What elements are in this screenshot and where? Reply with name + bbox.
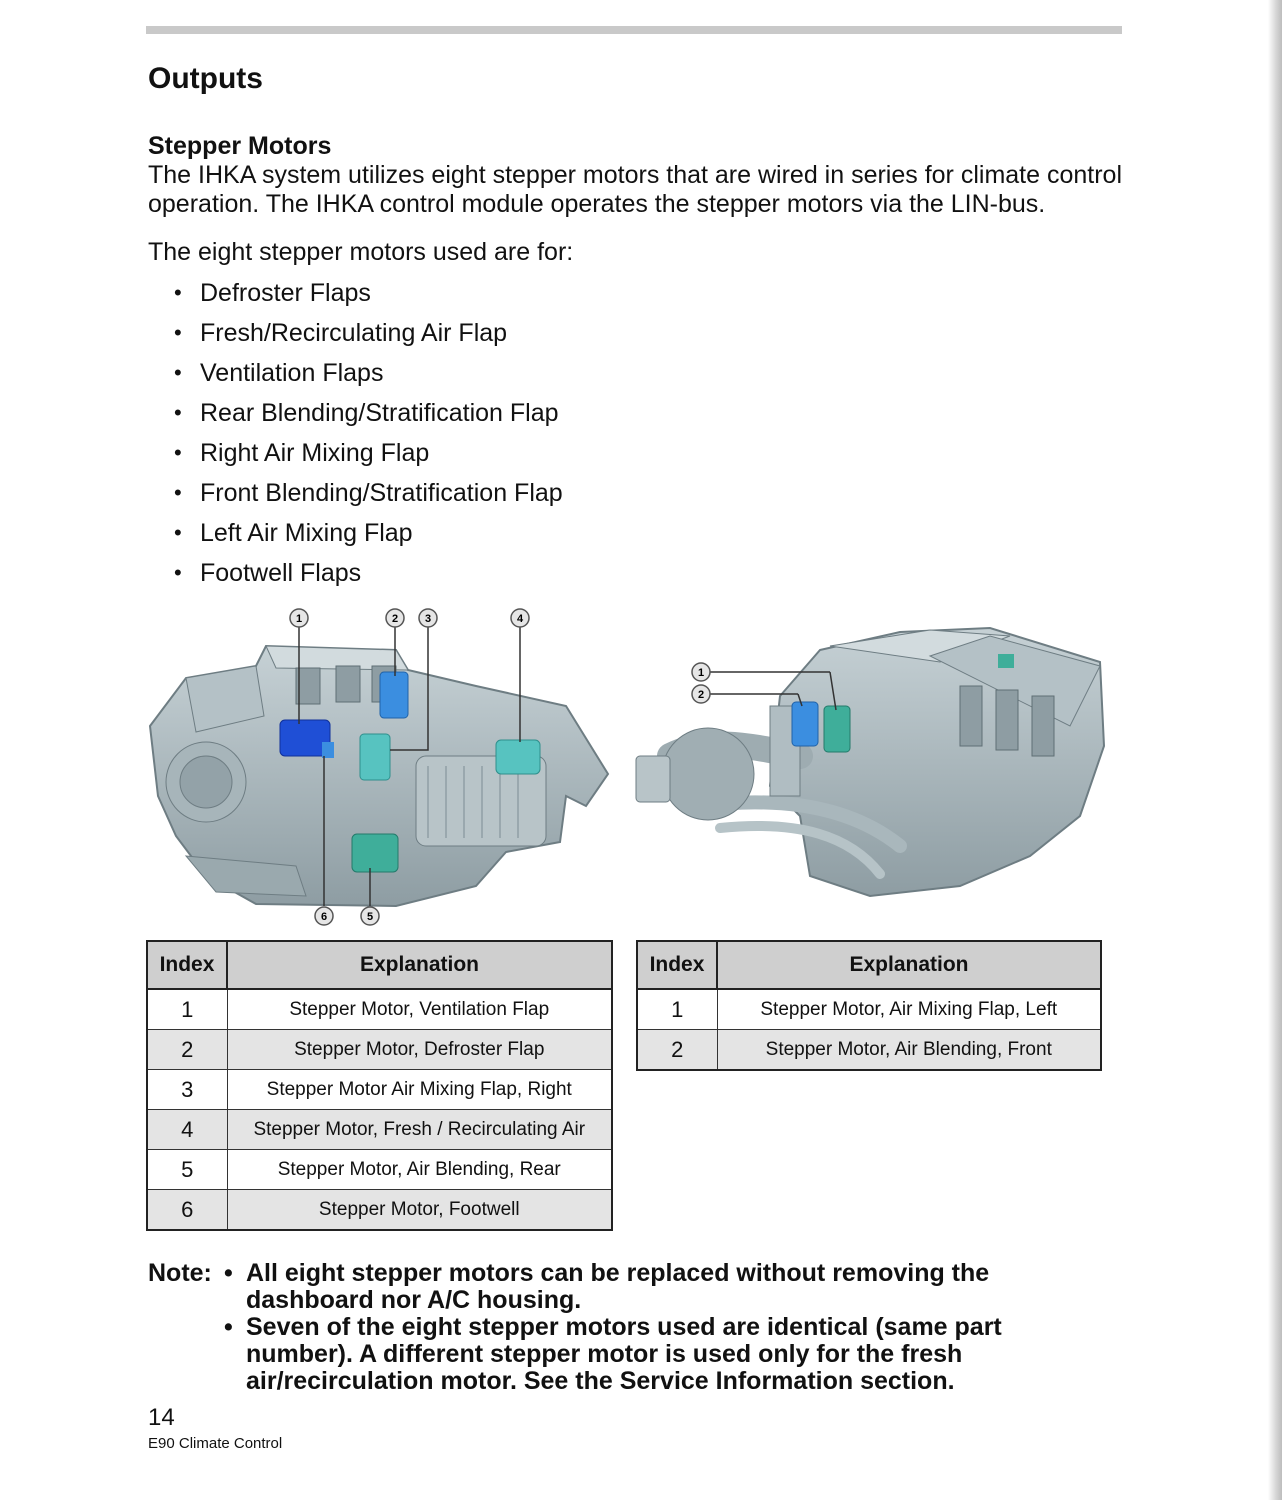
list-item: • Front Blending/Stratification Flap — [174, 479, 563, 507]
table-row — [147, 1070, 612, 1110]
note-item — [224, 1260, 1044, 1314]
blower-hub — [180, 756, 232, 808]
stepper-motor-list — [174, 278, 563, 598]
table-row — [147, 1190, 612, 1231]
list-item: • Defroster Flaps — [174, 279, 371, 307]
bullet-icon: • — [174, 480, 182, 505]
list-item: • Fresh/Recirculating Air Flap — [174, 319, 508, 347]
bullet-icon: • — [174, 440, 182, 465]
top-rule — [146, 26, 1122, 34]
header-index: Index — [147, 941, 227, 989]
bullet-icon: • — [174, 320, 182, 345]
callout-1 — [692, 663, 710, 681]
bullet-icon: • — [174, 360, 182, 385]
table-row — [637, 1030, 1101, 1071]
list-item: • Footwell Flaps — [174, 559, 362, 587]
explanation-cell: Stepper Motor, Air Blending, Rear — [227, 1150, 612, 1190]
duct-slot — [960, 686, 982, 746]
svg-text:4: 4 — [516, 613, 524, 625]
stepper-motor-small — [998, 654, 1014, 668]
explanation-cell: Stepper Motor, Footwell — [227, 1190, 612, 1231]
hvac-diagram-right — [630, 606, 1110, 906]
svg-text:2: 2 — [391, 613, 399, 625]
header-explanation: Explanation — [717, 941, 1101, 989]
bullet-icon: • — [174, 520, 182, 545]
table-row — [147, 989, 612, 1030]
svg-text:1: 1 — [697, 667, 705, 679]
index-table-left — [146, 940, 613, 1231]
table-row — [637, 989, 1101, 1030]
bullet-icon: • — [224, 1313, 233, 1341]
svg-text:6: 6 — [320, 911, 328, 923]
hvac-diagram-left — [146, 606, 612, 932]
table-row — [147, 1110, 612, 1150]
page-edge-shadow — [1268, 0, 1282, 1500]
section-title: Stepper Motors — [148, 132, 332, 160]
callout-3 — [419, 609, 437, 627]
header-explanation: Explanation — [227, 941, 612, 989]
svg-text:3: 3 — [424, 613, 432, 625]
index-cell: 4 — [147, 1110, 227, 1150]
page-heading: Outputs — [148, 62, 263, 95]
stepper-motor-5 — [352, 834, 398, 872]
note-text: All eight stepper motors can be replaced without removing the dashboard nor A/C housing. — [246, 1259, 990, 1314]
note-label: Note: — [148, 1259, 212, 1287]
stepper-motor-left-mixing — [792, 702, 818, 746]
explanation-cell: Stepper Motor, Air Blending, Front — [717, 1030, 1101, 1071]
duct-slot — [336, 666, 360, 702]
list-item: • Left Air Mixing Flap — [174, 519, 413, 547]
index-cell: 2 — [147, 1030, 227, 1070]
stepper-motor-3 — [360, 734, 390, 780]
duct-slot — [1032, 696, 1054, 756]
index-cell: 3 — [147, 1070, 227, 1110]
bullet-icon: • — [174, 400, 182, 425]
hvac-housing-right-illustration — [630, 606, 1110, 906]
svg-text:2: 2 — [697, 689, 705, 701]
note-text: Seven of the eight stepper motors used are identical (same part number). A different stepper motor is used only for the fresh air/recirculation motor. See the Service Information section. — [246, 1313, 1002, 1395]
explanation-cell: Stepper Motor, Ventilation Flap — [227, 989, 612, 1030]
callout-4 — [511, 609, 529, 627]
list-item: • Right Air Mixing Flap — [174, 439, 430, 467]
svg-text:5: 5 — [366, 911, 374, 923]
bullet-icon: • — [174, 560, 182, 585]
table-row — [147, 1150, 612, 1190]
duct-slot — [996, 690, 1018, 750]
footer-title: E90 Climate Control — [148, 1435, 283, 1452]
bullet-icon: • — [224, 1259, 233, 1287]
index-cell: 1 — [147, 989, 227, 1030]
explanation-cell: Stepper Motor Air Mixing Flap, Right — [227, 1070, 612, 1110]
index-table-right — [636, 940, 1102, 1071]
svg-text:1: 1 — [295, 613, 303, 625]
list-item: • Ventilation Flaps — [174, 359, 384, 387]
stepper-motor-front-blending — [824, 706, 850, 752]
callout-6 — [315, 907, 333, 925]
bullet-icon: • — [174, 280, 182, 305]
connector-block — [636, 756, 670, 802]
hvac-housing-left-illustration — [146, 606, 612, 932]
index-cell: 1 — [637, 989, 717, 1030]
index-cell: 2 — [637, 1030, 717, 1071]
callout-2 — [386, 609, 404, 627]
list-item: • Rear Blending/Stratification Flap — [174, 399, 559, 427]
index-cell: 6 — [147, 1190, 227, 1231]
expansion-valve-housing — [662, 728, 754, 820]
explanation-cell: Stepper Motor, Defroster Flap — [227, 1030, 612, 1070]
explanation-cell: Stepper Motor, Fresh / Recirculating Air — [227, 1110, 612, 1150]
note-item — [224, 1314, 1044, 1395]
page-number: 14 — [148, 1404, 175, 1431]
section-paragraph: The IHKA system utilizes eight stepper motors that are wired in series for climate control operation. The IHKA control module operates the stepper motors via the LIN-bus. — [148, 161, 1122, 218]
callout-2 — [692, 685, 710, 703]
stepper-motor-4 — [496, 740, 540, 774]
index-cell: 5 — [147, 1150, 227, 1190]
bullet-intro: The eight stepper motors used are for: — [148, 238, 574, 266]
callout-1 — [290, 609, 308, 627]
stepper-motor-2 — [380, 672, 408, 718]
table-row — [147, 1030, 612, 1070]
stepper-motor-6 — [322, 742, 334, 758]
callout-5 — [361, 907, 379, 925]
header-index: Index — [637, 941, 717, 989]
explanation-cell: Stepper Motor, Air Mixing Flap, Left — [717, 989, 1101, 1030]
